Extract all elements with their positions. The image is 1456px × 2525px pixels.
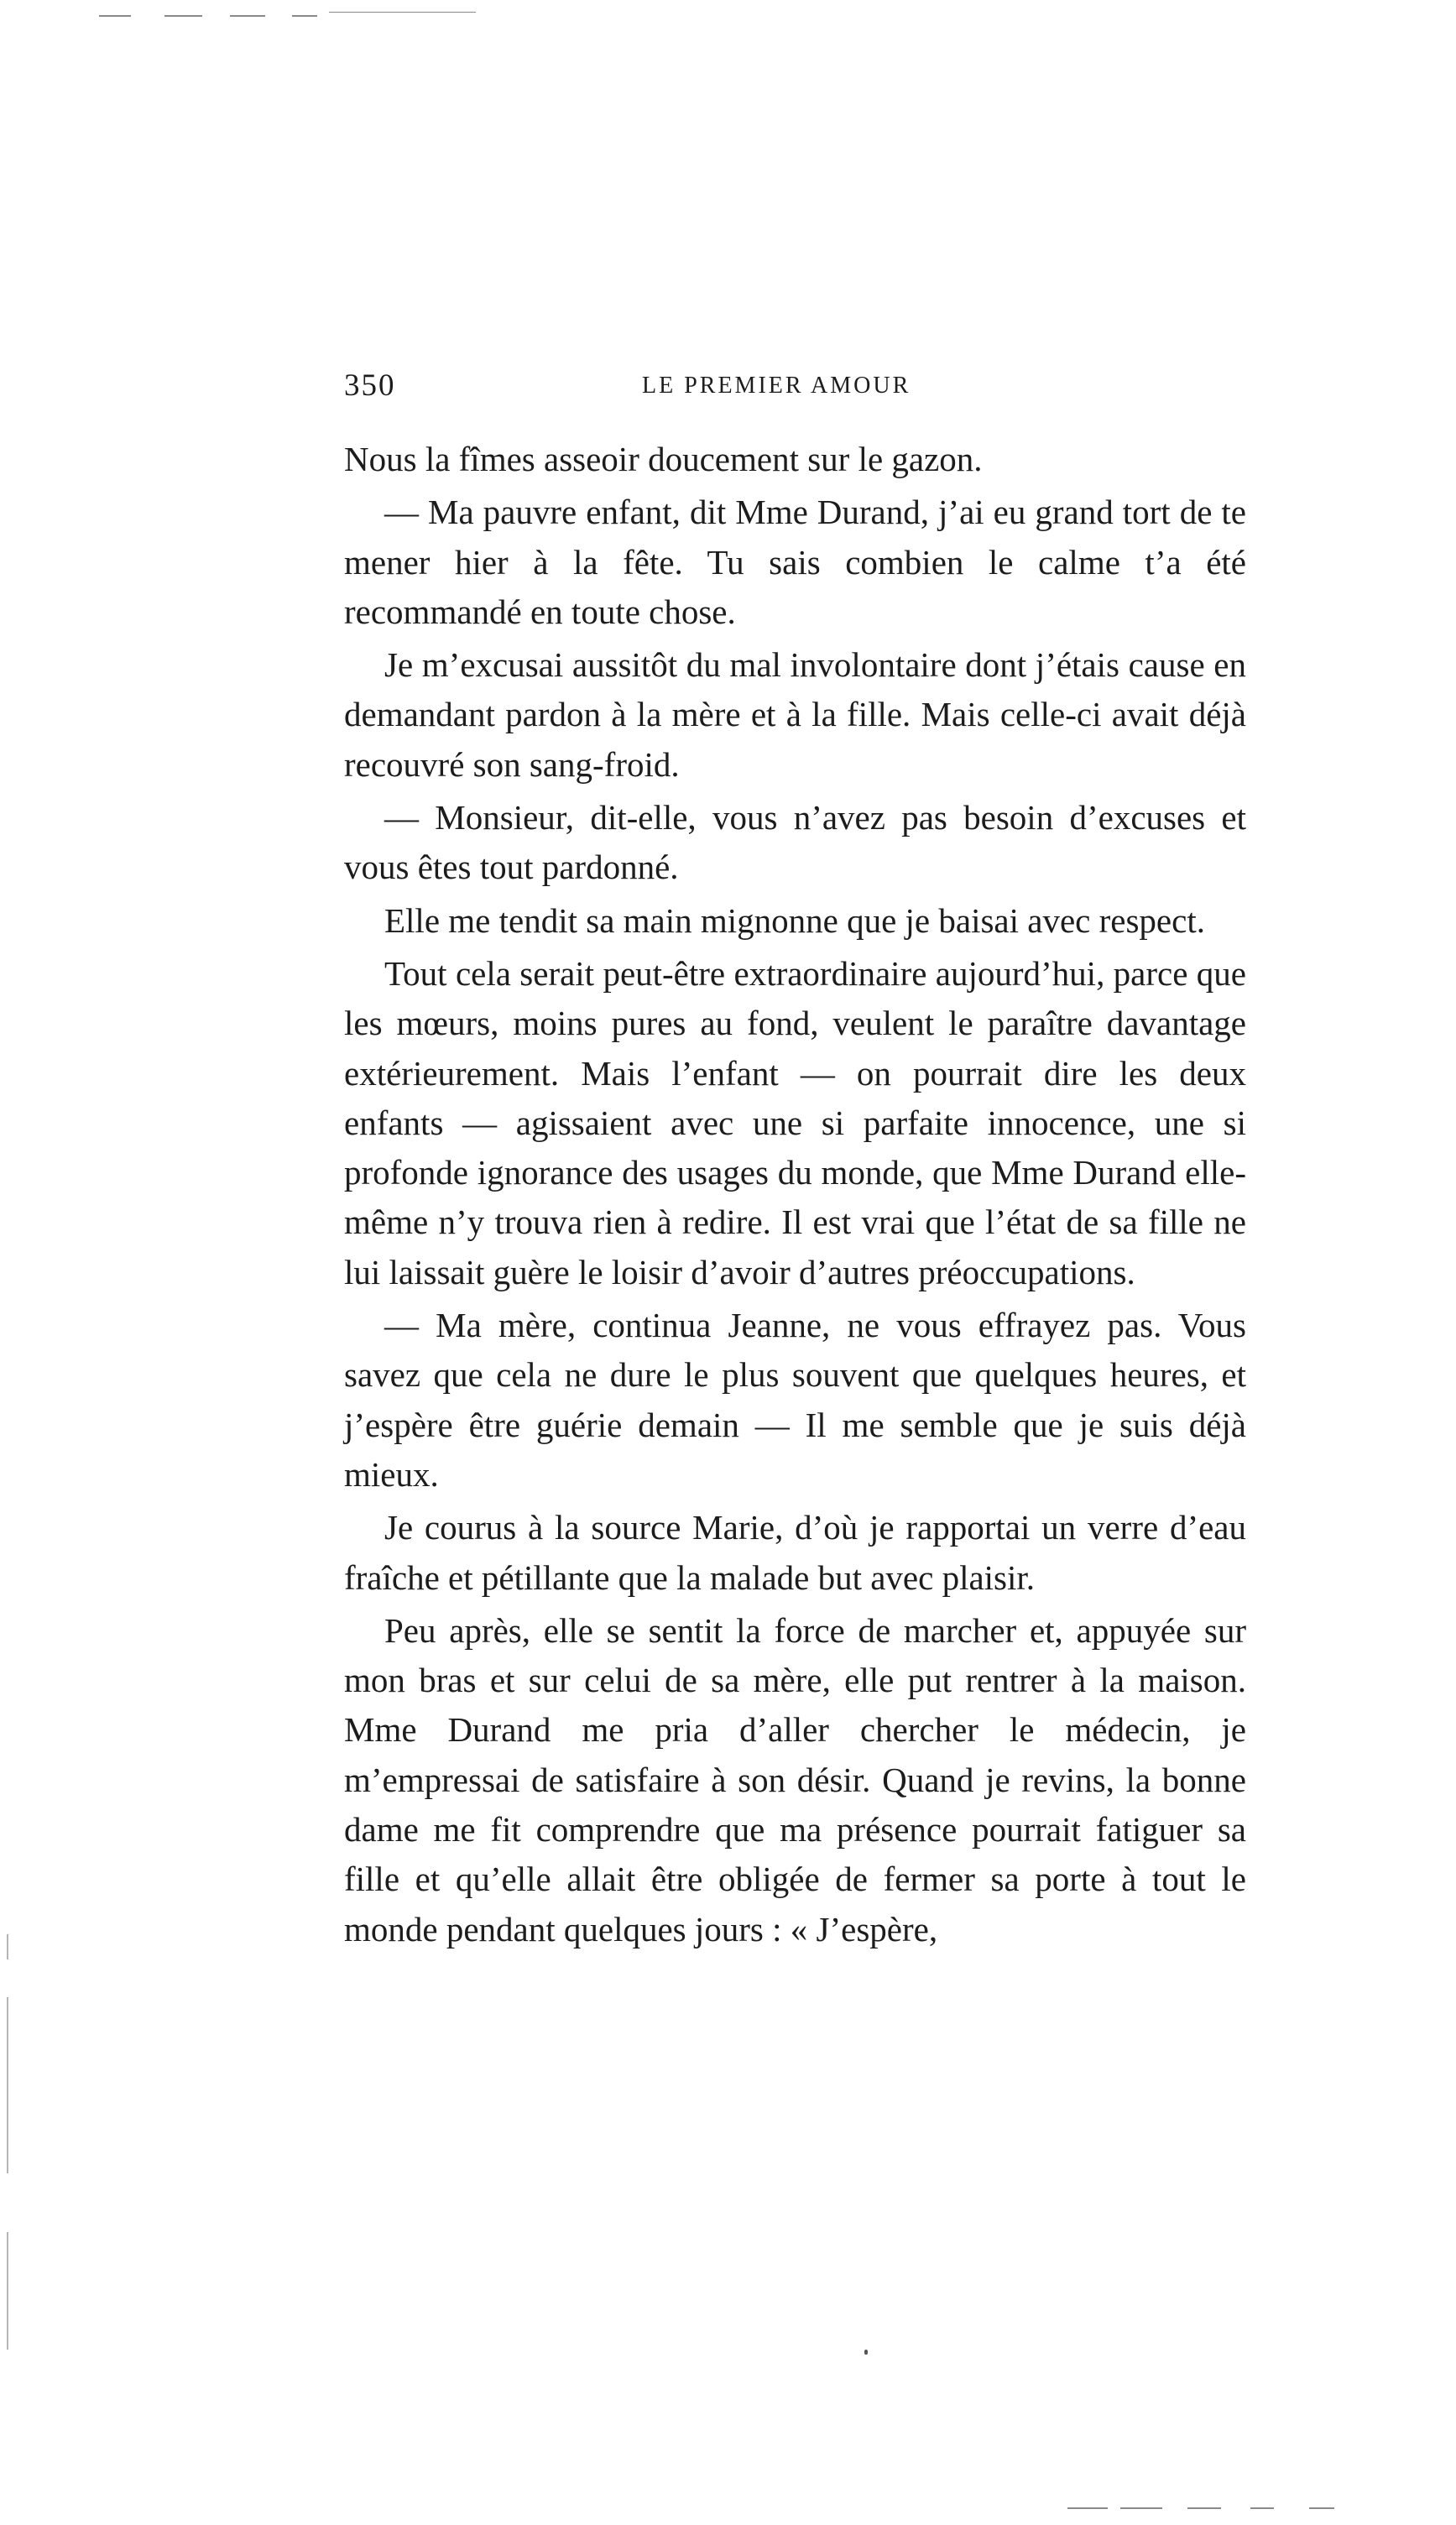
scan-edge-left-3 xyxy=(7,2232,8,2350)
scan-edge-bottom-1 xyxy=(1067,2507,1108,2509)
scan-edge-top-1 xyxy=(99,15,131,17)
scan-edge-top-4 xyxy=(292,15,317,17)
scan-edge-left-1 xyxy=(7,1934,8,1959)
scan-edge-bottom-2 xyxy=(1120,2507,1162,2509)
scan-edge-bottom-5 xyxy=(1309,2507,1334,2509)
scan-edge-left-2 xyxy=(7,1997,8,2173)
running-title: LE PREMIER AMOUR xyxy=(642,373,911,399)
ink-speck xyxy=(864,2350,868,2355)
scan-edge-top-5 xyxy=(329,12,476,13)
paragraph: Nous la fîmes asseoir doucement sur le gazon. xyxy=(344,440,983,478)
scan-edge-bottom-4 xyxy=(1250,2507,1274,2509)
scan-edge-bottom-3 xyxy=(1187,2507,1221,2509)
running-head xyxy=(344,368,1246,418)
page-number: 350 xyxy=(344,368,396,403)
paragraph: Je courus à la source Marie, d’où je rapportai un verre d’eau fraîche et pétillante que la malade but avec plaisir. xyxy=(344,1508,1246,1597)
paragraph: — Ma mère, continua Jeanne, ne vous effrayez pas. Vous savez que cela ne dure le plus souvent que quelques heures, et j’espère être guérie demain — Il me semble que je suis déjà mieux. xyxy=(344,1306,1246,1494)
scan-edge-top-2 xyxy=(164,15,202,17)
paragraph: Peu après, elle se sentit la force de marcher et, appuyée sur mon bras et sur celui de sa mère, elle put rentrer à la maison. Mme Durand me pria d’aller chercher le médecin, je m’empressai de satisfaire à son désir. Quand je revins, la bonne dame me fit comprendre que ma présence pourrait fatiguer sa fille et qu’elle allait être obligée de fermer sa porte à tout le monde pendant quelques jours : « J’espère, xyxy=(344,1610,1246,1949)
paragraph: — Monsieur, dit-elle, vous n’avez pas besoin d’excuses et vous êtes tout pardonné. xyxy=(344,798,1246,887)
paragraph: — Ma pauvre enfant, dit Mme Durand, j’ai eu grand tort de te mener hier à la fête. Tu sais combien le calme t’a été recommandé en toute chose. xyxy=(344,493,1246,631)
scan-edge-top-3 xyxy=(230,15,265,17)
paragraph: Tout cela serait peut-être extraordinaire aujourd’hui, parce que les mœurs, moins pures au fond, veulent le paraître davantage extérieurement. Mais l’enfant — on pourrait dire les deux enfants — agissaient avec une si parfaite innocence, une si profonde ignorance des usages du monde, que Mme Durand elle-même n’y trouva rien à redire. Il est vrai que l’état de sa fille ne lui laissait guère le loisir d’avoir d’autres préoccupations. xyxy=(344,953,1246,1291)
body-text xyxy=(344,435,1246,1954)
paragraph: Je m’excusai aussitôt du mal involontaire dont j’étais cause en demandant pardon à la mère et à la fille. Mais celle-ci avait déjà recouvré son sang-froid. xyxy=(344,645,1246,784)
paragraph: Elle me tendit sa main mignonne que je baisai avec respect. xyxy=(384,900,1205,940)
